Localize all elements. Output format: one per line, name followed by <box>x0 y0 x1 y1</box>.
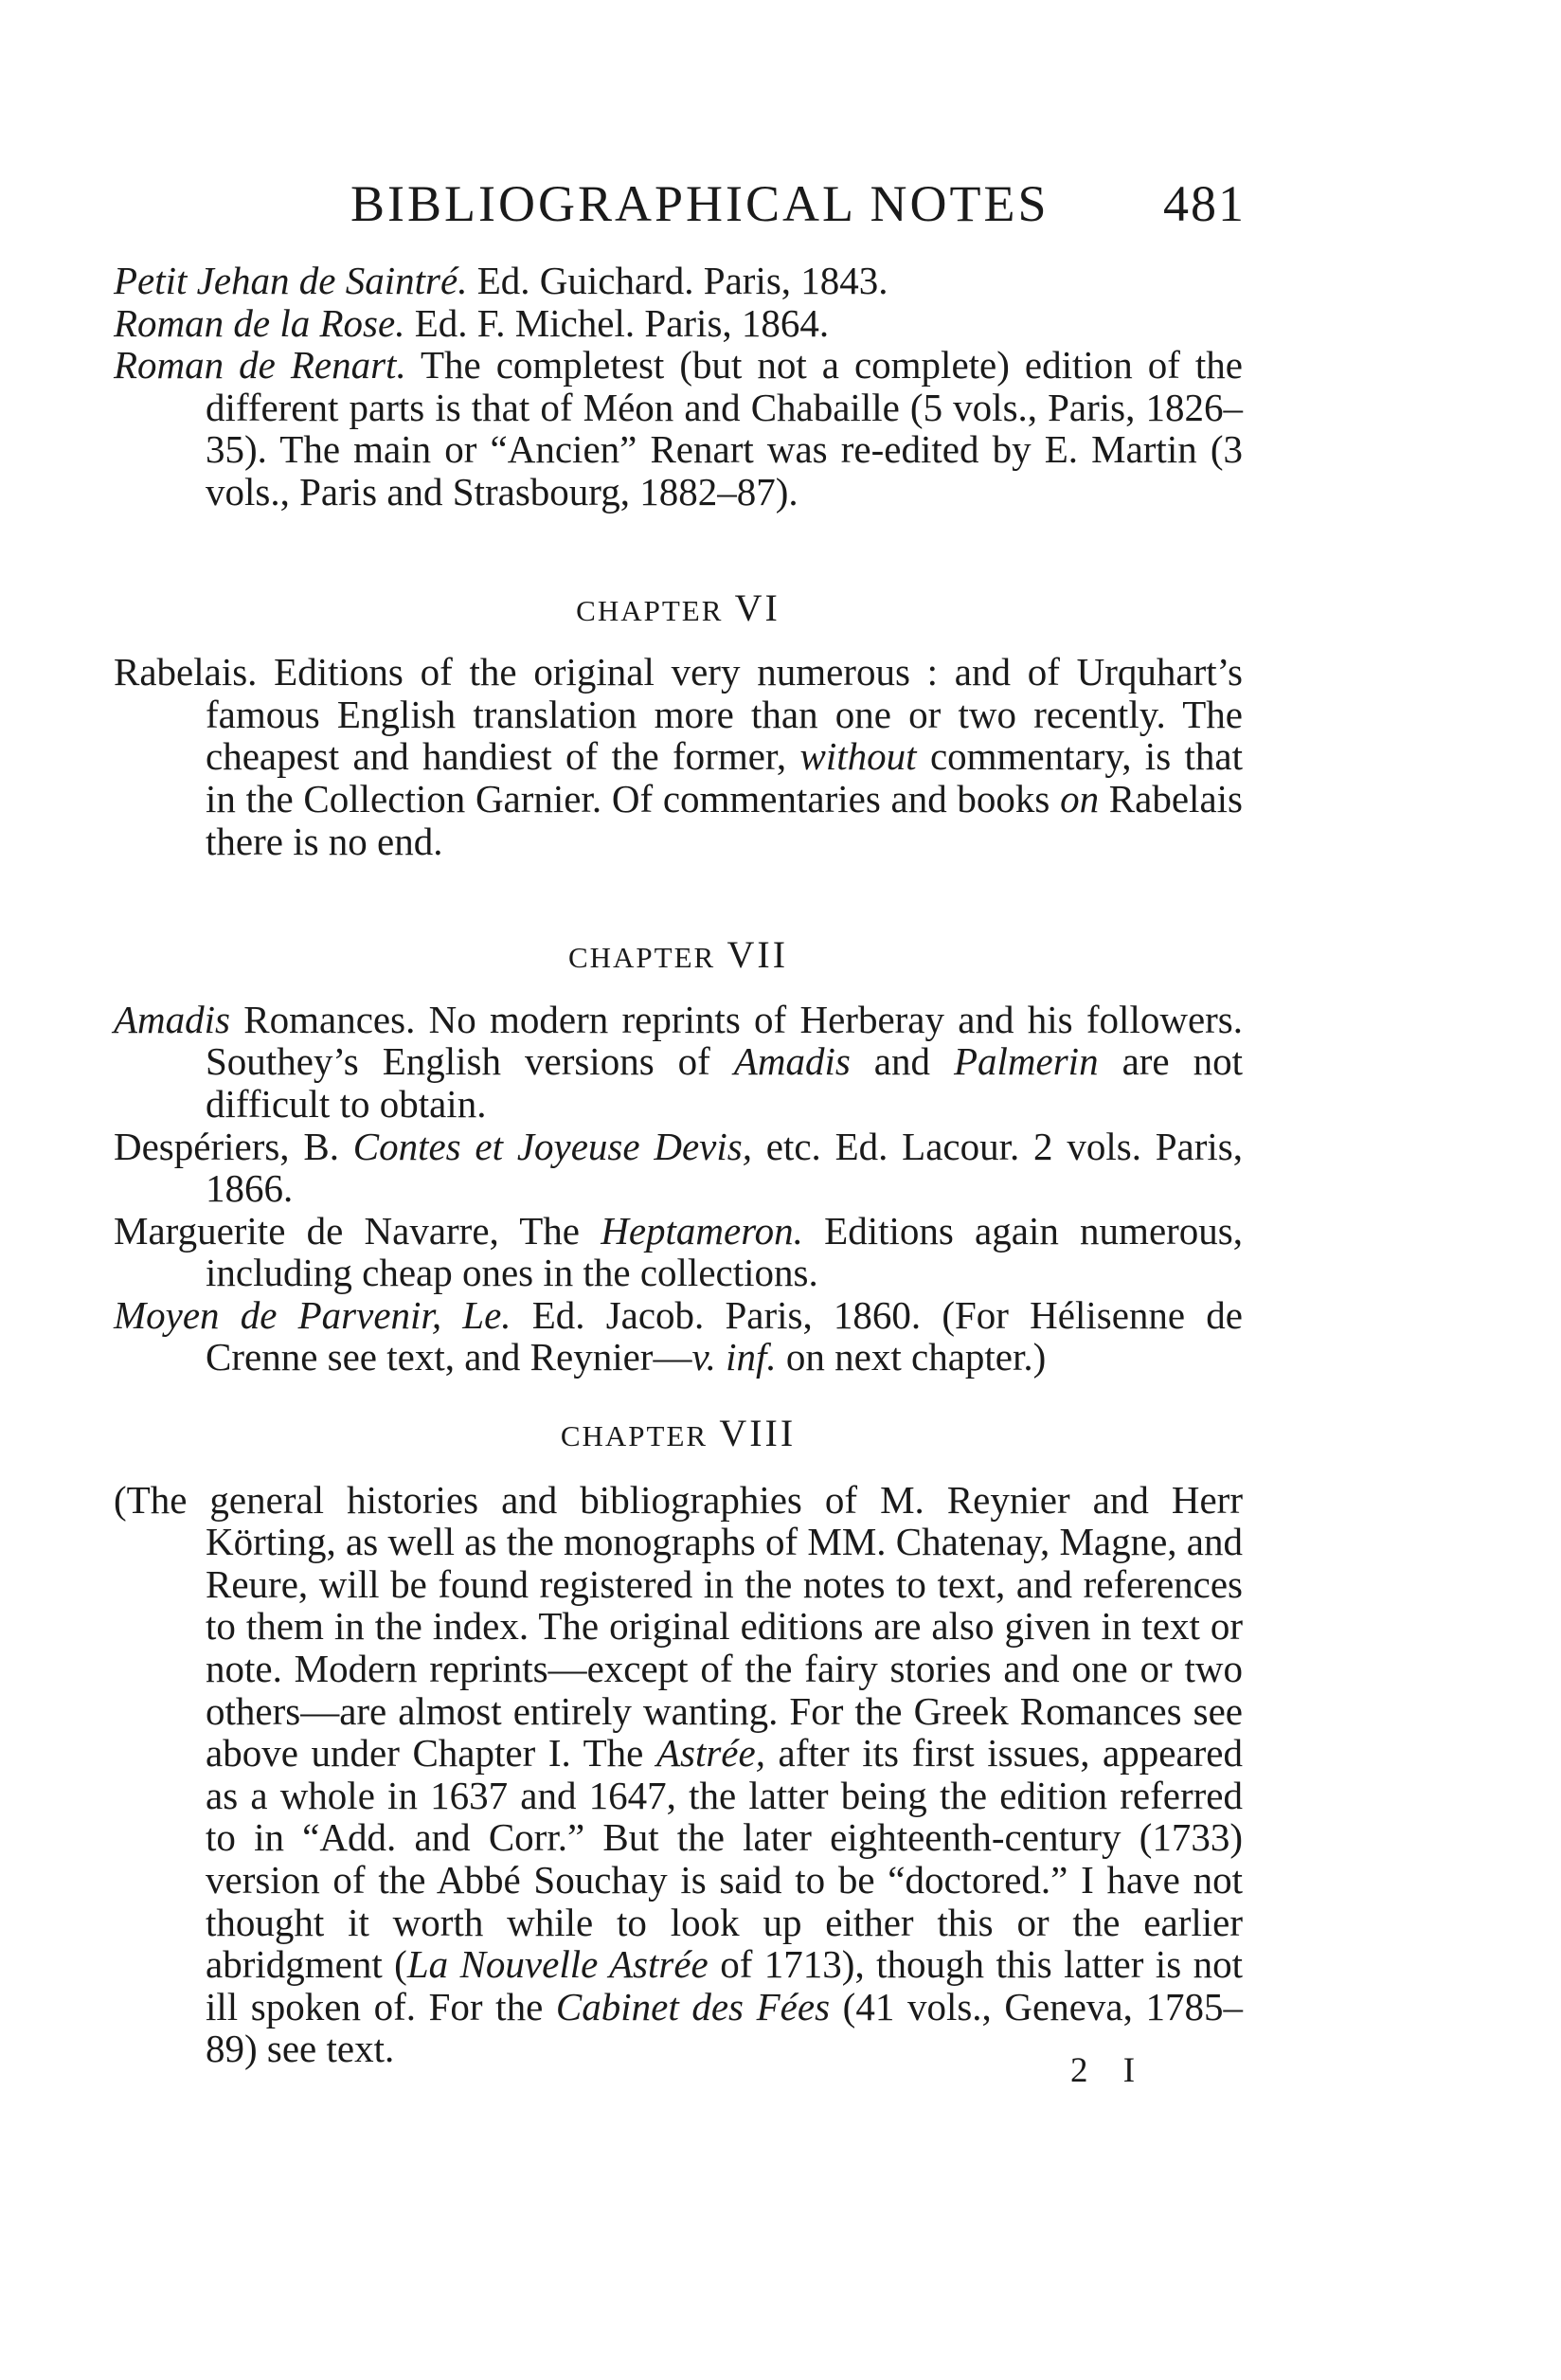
chapter-8-paragraph <box>114 1479 1243 2070</box>
entry-italic: Amadis <box>114 997 230 1041</box>
running-title: BIBLIOGRAPHICAL NOTES <box>350 175 1050 232</box>
entry-text: Rabelais there is no end. <box>206 776 1243 863</box>
entry-text: Editions again numerous, including cheap ones in the collections. <box>206 1208 1243 1295</box>
entry-text: Ed. Guichard. Paris, 1843. <box>467 259 888 302</box>
chapter-numeral: VII <box>727 933 789 977</box>
entry-moyen-de-parvenir <box>114 1294 1243 1379</box>
entry-petit-jehan <box>114 260 1243 302</box>
signature-mark: 2 I <box>1070 2051 1149 2090</box>
entry-text: Romances. No modern reprints of Herberay and his followers. Southey’s English versions of <box>206 997 1243 1084</box>
entry-italic: v. inf. <box>691 1335 777 1379</box>
entry-desperiers <box>114 1126 1243 1210</box>
entry-title: Roman de Renart. <box>114 343 406 388</box>
entry-italic: Amadis <box>733 1039 851 1084</box>
page-header <box>350 175 1246 244</box>
entry-text: Ed. Jacob. Paris, 1860. (For Hélisenne de Crenne see text, and Reynier— <box>206 1292 1243 1379</box>
entry-text: Ed. F. Michel. Paris, 1864. <box>404 300 830 345</box>
chapter-numeral: VIII <box>719 1412 797 1455</box>
entry-text: of 1713), though this latter is not ill spoken of. For the <box>206 1942 1243 2028</box>
entry-roman-de-renart <box>114 344 1243 513</box>
entry-italic: La Nouvelle Astrée <box>406 1942 709 1987</box>
entry-text: Despériers, B. <box>114 1124 353 1168</box>
entry-italic: Moyen de Parvenir, Le. <box>114 1292 511 1337</box>
entry-text: The completest (but not a complete) edition of the different parts is that of Méon and Chabaille (5 vols., Paris, 1826–35). The main or “Ancien” Renart was re-edited by E. Martin (3 vols., Paris and Strasbourg, 1882–87). <box>206 343 1243 514</box>
chapter-word: CHAPTER <box>560 1419 709 1453</box>
entry-italic: Heptameron. <box>601 1208 803 1253</box>
entry-text: commentary, is that in the Collection Garnier. Of commentaries and books <box>206 734 1243 820</box>
entry-text: (The general histories and bibliographies of M. Reynier and Herr Körting, as well as the monographs of MM. Chatenay, Magne, and Reure, will be found registered in the notes to text, and references to them in the index. The original editions are also given in text or note. Modern reprints—except of the fairy stories and one or two others—are almost entirely wanting. For the Greek Romances see above under Chapter I. The <box>114 1477 1244 1776</box>
entry-text: Rabelais. Editions of the original very numerous : and of Urquhart’s famous English translation more than one or two recently. The cheapest and handiest of the former, <box>114 650 1243 779</box>
entry-italic: without <box>799 734 917 779</box>
entry-italic: Astrée, <box>655 1731 765 1776</box>
entry-italic: Palmerin <box>953 1039 1099 1084</box>
entry-text: and <box>850 1039 954 1084</box>
entry-marguerite <box>114 1210 1243 1294</box>
entry-title: Petit Jehan de Saintré. <box>114 259 468 302</box>
entry-text: on next chapter.) <box>776 1335 1047 1379</box>
entry-italic: on <box>1060 776 1100 820</box>
entry-text: Marguerite de Navarre, The <box>114 1208 601 1253</box>
entry-text: are not difficult to obtain. <box>206 1039 1243 1126</box>
chapter-heading-8 <box>114 1413 1243 1458</box>
chapter-word: CHAPTER <box>567 941 716 975</box>
entry-text: etc. Ed. Lacour. 2 vols. Paris, 1866. <box>206 1124 1243 1211</box>
entry-italic: Contes et Joyeuse Devis, <box>352 1124 752 1168</box>
entry-italic: Cabinet des Fées <box>555 1984 831 2028</box>
chapter-numeral: VI <box>734 586 780 629</box>
entry-title: Roman de la Rose. <box>114 300 405 345</box>
chapter-heading-7 <box>114 934 1243 980</box>
page-content <box>114 260 1243 2070</box>
entry-amadis <box>114 999 1243 1126</box>
entry-roman-de-la-rose <box>114 302 1243 345</box>
chapter-word: CHAPTER <box>576 593 724 627</box>
chapter-heading-6 <box>114 587 1243 633</box>
entry-text: after its first issues, appeared as a whole in 1637 and 1647, the latter being the edition referred to in “Add. and Corr.” But the later eighteenth-century (1733) version of the Abbé Souchay is said to be “doctored.” I have not thought it worth while to look up either this or the earlier abridgment ( <box>206 1731 1243 1987</box>
entry-text: (41 vols., Geneva, 1785–89) see text. <box>206 1984 1243 2071</box>
page-number: 481 <box>1163 175 1246 232</box>
entry-rabelais <box>114 651 1243 862</box>
